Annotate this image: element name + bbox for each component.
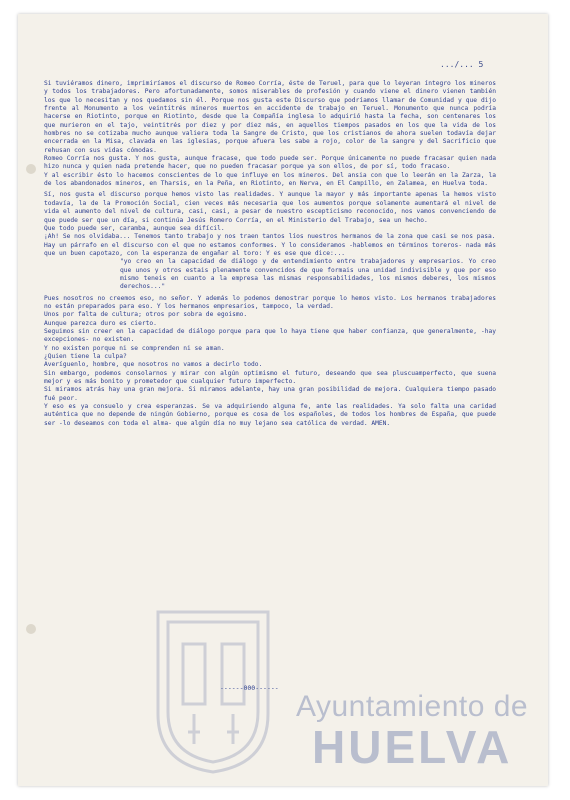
paragraph: Aunque parezca duro es cierto. xyxy=(44,319,157,327)
watermark-line1: Ayuntamiento de xyxy=(296,690,529,723)
watermark-line2: HUELVA xyxy=(312,721,513,773)
paragraph: Hay un párrafo en el discurso con el que no estamos conformes. Y lo consideramos -hablemos en términos toreros- nada más que un buen capotazo, con la esperanza de engañar al toro: Y es ese que dice:... xyxy=(44,241,496,257)
paragraph: Si miramos atrás hay una gran mejora. Si miramos adelante, hay una gran posibilidad de mejora. Cualquiera tiempo pasado fué peor. xyxy=(44,386,496,402)
paragraph: Seguimos sin creer en la capacidad de diálogo porque para que lo haya tiene que haber confianza, que generalmente, -hay excepciones- no existen. xyxy=(44,327,496,344)
paragraph: Romeo Corría nos gusta. Y nos gusta, aunque fracase, que todo puede ser. Porque únicamente no puede fracasar quien nada hizo nunca y quien nada pretende hacer, que no pueden fracasar porque ya son ellos, de por sí, todo fracaso. xyxy=(44,155,496,171)
paragraph: ¿Quien tiene la culpa? xyxy=(44,353,127,360)
paragraph: Y al escribir ésto lo hacemos conscientes de lo que influye en los mineros. Del ansia con que lo leerán en la Zarza, la de los abandonados mineros, en Tharsis, en la Peña, en Riotinto, en Nerva, en El Campillo, en Zalamea, en Huelva toda. xyxy=(44,171,496,188)
paragraph: Que todo puede ser, caramba, aunque sea difícil. xyxy=(44,224,225,232)
punch-hole xyxy=(26,164,36,174)
document-body xyxy=(44,80,496,428)
quoted-paragraph: "yo creo en la capacidad de diálogo y de entendimiento entre trabajadores y empresarios. Yo creo que unos y otros estais plenamente convencidos de que formais una unidad indivisible y que por eso mismo teneis en cuanto a la empresa las mismas responsabilidades, los mismos deberes, los mismos derechos..." xyxy=(120,258,496,291)
paragraph: Averíguenlo, hombre, que nosotros no vamos a decirlo todo. xyxy=(44,361,263,369)
paragraph: Y eso es ya consuelo y crea esperanzas. Se va adquiriendo alguna fe, ante las realidades. Ya solo falta una caridad auténtica que no depende de ningún Gobierno, porque es cosa de los españoles, de todos los hombres de España, que puede ser -lo deseamos con toda el alma- que algún día no muy lejano sea católica de verdad. AMEN. xyxy=(44,403,496,427)
paragraph: Sin embargo, podemos consolarnos y mirar con algún optimismo el futuro, deseando que sea pluscuamperfecto, que suena mejor y es más bonito y prometedor que cualquier futuro imperfecto. xyxy=(44,369,496,386)
punch-hole xyxy=(26,624,36,634)
page-number: .../... 5 xyxy=(440,60,484,69)
paragraph: Sí, nos gusta el discurso porque hemos visto las realidades. Y aunque la mayor y más importante apenas la hemos visto todavía, la de la Promoción Social, cien veces más necesaria que los aumentos porque solamente aumentará el nivel de vida el aumento del nivel de cultura, casi, casi, a pesar de nuestro escepticismo reconocido, nos vamos convenciendo de que puede ser que un día, si continúa Jesús Romero Corría, en el Ministerio del Trabajo, sea un hecho. xyxy=(44,191,496,224)
paragraph: Si tuviéramos dinero, imprimiríamos el discurso de Romeo Corría, éste de Teruel, para que lo leyeran íntegro los mineros y todos los trabajadores. Pero afortunadamente, somos miserables de profesión y cuando viene el dinero vienen también los que lo necesitan y nos quedamos sin él. Porque nos gusta este Discurso que podríamos llamar de Comunidad y que dijo frente al Monumento a los veintitrés mineros muertos en accidente de trabajo en Teruel. Monumento que nunca podría hacerse en Riotinto, porque en Riotinto, desde que la Compañía inglesa lo adquirió hasta la fecha, son centenares los que murieron en el tajo, veintitrés por diez y por diez más, en aquellos tiempos pasados en los que la vida de los hombres no se cotizaba mucho aunque valiera toda la Sangre de Cristo, que los cristianos de ahora suelen todavía dejar encerrada en la Misa, clavada en las iglesias, porque afuera les sabe a rojo, color de la sangre y del Sacrificio que rehusan con sus vidas cómodas. xyxy=(44,80,496,154)
separator: ------000------ xyxy=(220,684,279,692)
paragraph: ¡Ah! Se nos olvidaba... Tenemos tanto trabajo y nos traen tantos líos nuestros hermanos de la zona que casi se nos pasa. xyxy=(44,233,496,241)
paragraph: Y no existen porque ni se comprenden ni se aman. xyxy=(44,344,225,352)
paragraph: Pues nosotros no creemos eso, no señor. Y además lo podemos demostrar porque lo hemos visto. Los hermanos trabajadores no están preparados para eso. Y los hermanos empresarios, tampoco, la verdad. xyxy=(44,294,496,310)
paragraph: Unos por falta de cultura; otros por sobra de egoismo. xyxy=(44,311,248,319)
